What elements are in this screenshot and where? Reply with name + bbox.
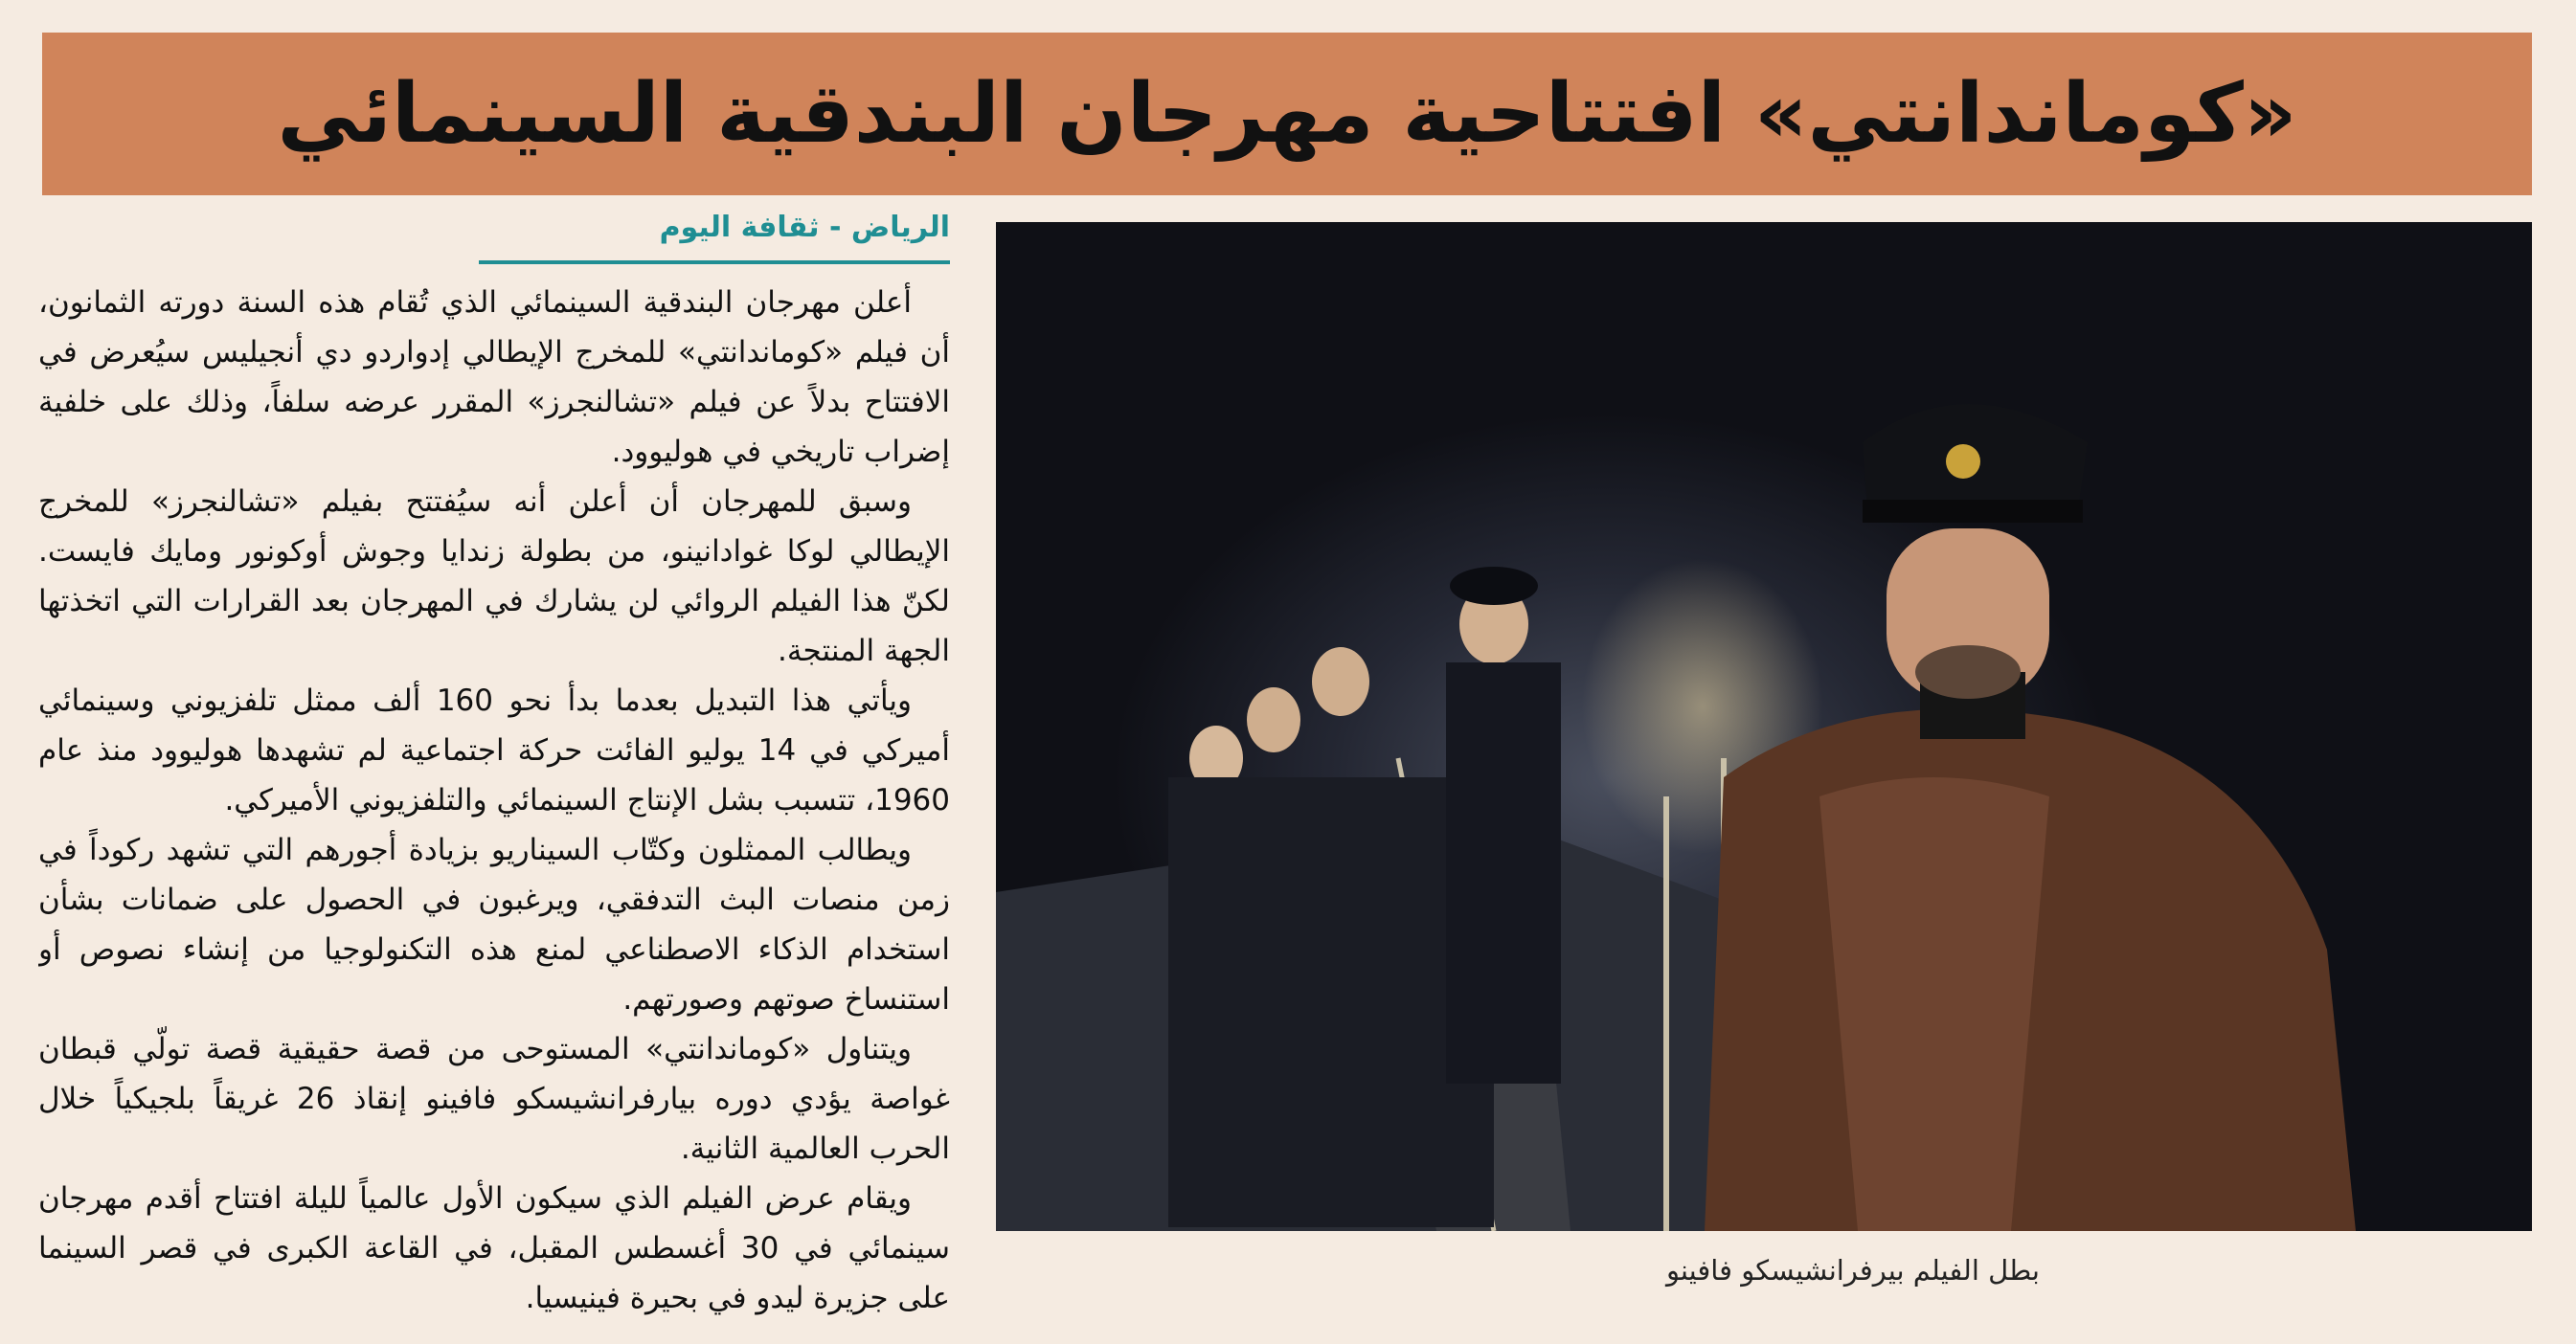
article-byline: الرياض - ثقافة اليوم [659, 211, 950, 244]
article-paragraph: ويقام عرض الفيلم الذي سيكون الأول عالمياً لليلة افتتاح أقدم مهرجان سينمائي في 30 أغسطس المقبل، في القاعة الكبرى في قصر السينما على جزيرة ليدو في بحيرة فينيسيا. [38, 1181, 950, 1315]
officer-uniform [1446, 662, 1561, 1084]
article-paragraph: ويطالب الممثلون وكتّاب السيناريو بزيادة أجورهم التي تشهد ركوداً في زمن منصات البث التدفقي، ويرغبون في الحصول على ضمانات بشأن استخدام الذكاء الاصطناعي لمنع هذه التكنولوجيا من إنشاء نصوص أو استنساخ صوتهم وصورتهم. [38, 833, 950, 1017]
cap-visor [1863, 500, 2083, 523]
coat-front [1819, 777, 2049, 1231]
article-headline: «كوماندانتي» افتتاحية مهرجان البندقية السينمائي [277, 66, 2297, 162]
sailor-face [1247, 687, 1300, 752]
photo-caption: بطل الفيلم بيرفرانشيسكو فافينو [1665, 1254, 2040, 1287]
photo-illustration [996, 222, 2532, 1231]
headline-banner [42, 33, 2532, 195]
film-still-photo [996, 222, 2532, 1231]
sailor-face [1312, 647, 1369, 716]
article-paragraph: ويأتي هذا التبديل بعدما بدأ نحو 160 ألف ممثل تلفزيوني وسينمائي أميركي في 14 يوليو الفائت حركة اجتماعية لم تشهدها هوليوود منذ عام 1960، تتسبب بشل الإنتاج السينمائي والتلفزيوني الأميركي. [38, 683, 950, 818]
article-paragraph: أعلن مهرجان البندقية السينمائي الذي تُقام هذه السنة دورته الثمانون، أن فيلم «كوماندانتي» للمخرج الإيطالي إدواردو دي أنجيليس سيُعرض في الافتتاح بدلاً عن فيلم «تشالنجرز» المقرر عرضه سلفاً، وذلك على خلفية إضراب تاريخي في هوليوود. [38, 285, 950, 469]
byline-divider [479, 260, 950, 264]
sailors-uniforms [1168, 777, 1494, 1227]
officer-cap [1450, 567, 1538, 605]
beard [1915, 645, 2021, 699]
cap-badge [1946, 444, 1980, 479]
article-paragraph: وسبق للمهرجان أن أعلن أنه سيُفتتح بفيلم «تشالنجرز» للمخرج الإيطالي لوكا غوادانينو، من بطولة زندايا وجوش أوكونور ومايك فايست. لكنّ هذا الفيلم الروائي لن يشارك في المهرجان بعد القرارات التي اتخذتها الجهة المنتجة. [38, 484, 950, 668]
article-paragraph: ويتناول «كوماندانتي» المستوحى من قصة حقيقية قصة تولّي قبطان غواصة يؤدي دوره بيارفرانشيسكو فافينو إنقاذ 26 غريقاً بلجيكياً خلال الحرب العالمية الثانية. [38, 1032, 950, 1166]
article-body [38, 278, 950, 1321]
